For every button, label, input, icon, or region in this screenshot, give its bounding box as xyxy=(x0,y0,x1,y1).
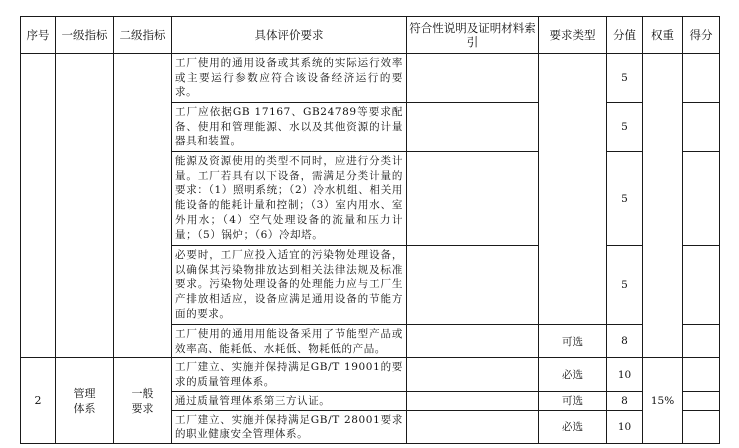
requirement-cell: 工厂应依据GB 17167、GB24789等要求配备、使用和管理能源、水以及其他资源的计量器具和装置。 xyxy=(172,103,407,152)
obtained-cell[interactable] xyxy=(683,410,720,443)
requirement-cell: 能源及资源使用的类型不同时，应进行分类计量。工厂若具有以下设备，需满足分类计量的要求：（1）照明系统；（2）冷水机组、相关用能设备的能耗计量和控制；（3）室内用水、室外用水；（4）空气处理设备的流量和压力计量；（5）锅炉；（6）冷却塔。 xyxy=(172,152,407,246)
header-requirement: 具体评价要求 xyxy=(172,17,407,54)
header-weight: 权重 xyxy=(643,17,683,54)
score-cell: 5 xyxy=(607,152,643,246)
req-type-cell xyxy=(539,54,607,325)
header-level2: 二级指标 xyxy=(114,17,172,54)
obtained-cell[interactable] xyxy=(683,54,720,103)
header-evidence: 符合性说明及证明材料索引 xyxy=(407,17,539,54)
score-cell: 8 xyxy=(607,391,643,410)
header-obtained: 得分 xyxy=(683,17,720,54)
req-type-cell: 可选 xyxy=(539,325,607,358)
header-row xyxy=(21,17,720,54)
index-cell: 2 xyxy=(21,358,56,444)
level1-cell xyxy=(56,54,114,358)
obtained-cell[interactable] xyxy=(683,325,720,358)
obtained-cell[interactable] xyxy=(683,152,720,246)
level2-text: 一般要求 xyxy=(131,386,154,415)
requirement-cell: 工厂建立、实施并保持满足GB/T 28001要求的职业健康安全管理体系。 xyxy=(172,410,407,443)
weight-cell xyxy=(643,54,683,358)
evidence-cell[interactable] xyxy=(407,54,539,103)
header-req-type: 要求类型 xyxy=(539,17,607,54)
req-type-cell: 必选 xyxy=(539,410,607,443)
table-row xyxy=(21,358,720,391)
evidence-cell[interactable] xyxy=(407,410,539,443)
level1-text: 管理体系 xyxy=(73,386,96,415)
score-cell: 8 xyxy=(607,325,643,358)
obtained-cell[interactable] xyxy=(683,103,720,152)
index-cell xyxy=(21,54,56,358)
level1-cell xyxy=(56,358,114,444)
level2-cell xyxy=(114,358,172,444)
evidence-cell[interactable] xyxy=(407,103,539,152)
obtained-cell[interactable] xyxy=(683,391,720,410)
evidence-cell[interactable] xyxy=(407,325,539,358)
level2-cell xyxy=(114,54,172,358)
requirement-cell: 必要时，工厂应投入适宜的污染物处理设备，以确保其污染物排放达到相关法律法规及标准要求。污染物处理设备的处理能力应与工厂生产排放相适应，设备应满足通用设备的节能方面的要求。 xyxy=(172,246,407,325)
score-cell: 5 xyxy=(607,246,643,325)
weight-cell: 15% xyxy=(643,358,683,444)
score-cell: 5 xyxy=(607,103,643,152)
evidence-cell[interactable] xyxy=(407,358,539,391)
header-level1: 一级指标 xyxy=(56,17,114,54)
evidence-cell[interactable] xyxy=(407,246,539,325)
score-cell: 10 xyxy=(607,358,643,391)
req-type-cell: 可选 xyxy=(539,391,607,410)
header-score: 分值 xyxy=(607,17,643,54)
evidence-cell[interactable] xyxy=(407,152,539,246)
req-type-cell: 必选 xyxy=(539,358,607,391)
requirement-cell: 工厂建立、实施并保持满足GB/T 19001的要求的质量管理体系。 xyxy=(172,358,407,391)
score-cell: 5 xyxy=(607,54,643,103)
obtained-cell[interactable] xyxy=(683,358,720,391)
header-index: 序号 xyxy=(21,17,56,54)
obtained-cell[interactable] xyxy=(683,246,720,325)
evaluation-table xyxy=(20,16,720,444)
table-row xyxy=(21,54,720,103)
requirement-cell: 工厂使用的通用设备或其系统的实际运行效率或主要运行参数应符合该设备经济运行的要求。 xyxy=(172,54,407,103)
requirement-cell: 工厂使用的通用用能设备采用了节能型产品或效率高、能耗低、水耗低、物耗低的产品。 xyxy=(172,325,407,358)
requirement-cell: 通过质量管理体系第三方认证。 xyxy=(172,391,407,410)
score-cell: 10 xyxy=(607,410,643,443)
evidence-cell[interactable] xyxy=(407,391,539,410)
